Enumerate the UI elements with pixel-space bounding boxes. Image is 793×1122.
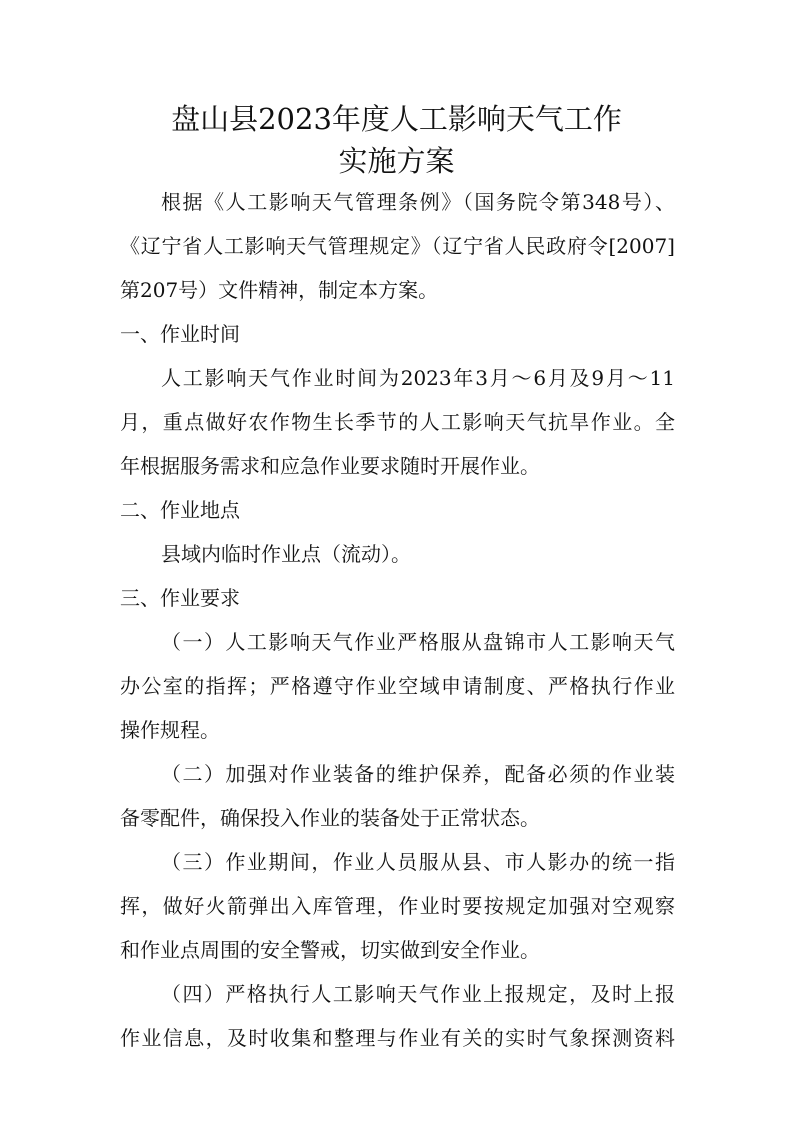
paragraph-line: 和作业点周围的安全警戒，切实做到安全作业。 bbox=[120, 938, 540, 962]
paragraph-line: 备零配件，确保投入作业的装备处于正常状态。 bbox=[120, 806, 540, 830]
paragraph-line: （四）严格执行人工影响天气作业上报规定，及时上报 bbox=[161, 982, 675, 1006]
paragraph-line: 县域内临时作业点（流动）。 bbox=[161, 542, 411, 566]
section-heading: 二、作业地点 bbox=[120, 498, 240, 522]
document-title-line1: 盘山县2023年度人工影响天气工作 bbox=[171, 102, 622, 136]
section-heading: 三、作业要求 bbox=[120, 586, 240, 610]
paragraph-line: （一）人工影响天气作业严格服从盘锦市人工影响天气 bbox=[161, 630, 675, 654]
paragraph-line: （二）加强对作业装备的维护保养，配备必须的作业装 bbox=[161, 762, 675, 786]
paragraph-line: 作业信息，及时收集和整理与作业有关的实时气象探测资料 bbox=[120, 1026, 675, 1050]
section-heading: 一、作业时间 bbox=[120, 322, 240, 346]
intro-line: 第207号）文件精神，制定本方案。 bbox=[120, 278, 439, 302]
paragraph-line: 月，重点做好农作物生长季节的人工影响天气抗旱作业。全 bbox=[120, 410, 675, 434]
paragraph-line: 挥，做好火箭弹出入库管理，作业时要按规定加强对空观察 bbox=[120, 894, 675, 918]
paragraph-line: 操作规程。 bbox=[120, 718, 220, 742]
paragraph-line: 办公室的指挥；严格遵守作业空域申请制度、严格执行作业 bbox=[120, 674, 675, 698]
paragraph-line: （三）作业期间，作业人员服从县、市人影办的统一指 bbox=[161, 850, 675, 874]
paragraph-line: 人工影响天气作业时间为2023年3月～6月及9月～11 bbox=[161, 366, 675, 390]
paragraph-line: 年根据服务需求和应急作业要求随时开展作业。 bbox=[120, 454, 540, 478]
intro-line: 根据《人工影响天气管理条例》（国务院令第348号）、 bbox=[161, 190, 675, 214]
document-title-line2: 实施方案 bbox=[338, 144, 455, 178]
intro-line: 《辽宁省人工影响天气管理规定》（辽宁省人民政府令[2007] bbox=[120, 234, 675, 258]
